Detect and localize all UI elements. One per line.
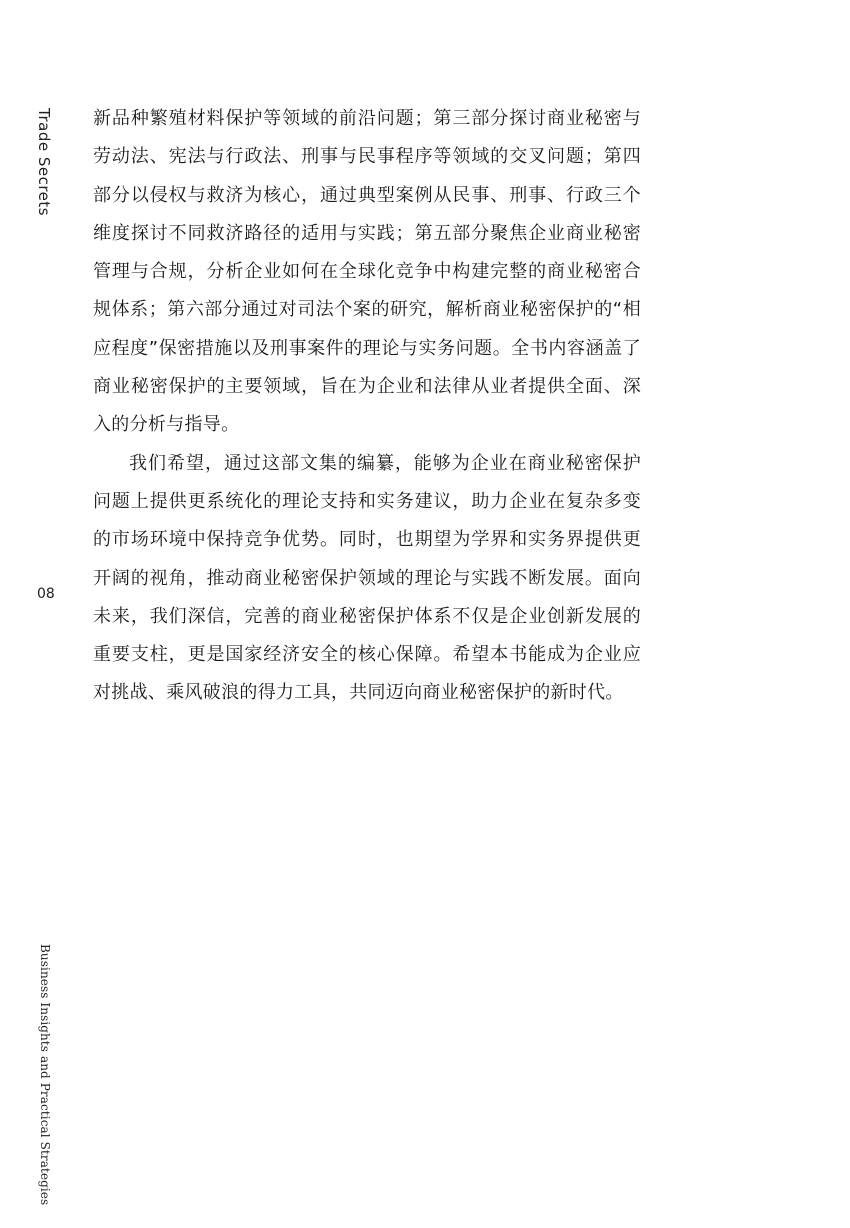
paragraph-1: 新品种繁殖材料保护等领域的前沿问题；第三部分探讨商业秘密与劳动法、宪法与行政法、刑事与民事程序等领域的交叉问题；第四部分以侵权与救济为核心，通过典型案例从民事、刑事、行政三个维度探讨不同救济路径的适用与实践；第五部分聚焦企业商业秘密管理与合规，分析企业如何在全球化竞争中构建完整的商业秘密合规体系；第六部分通过对司法个案的研究，解析商业秘密保护的“相应程度”保密措施以及刑事案件的理论与实务问题。全书内容涵盖了商业秘密保护的主要领域，旨在为企业和法律从业者提供全面、深入的分析与指导。 <box>93 108 641 436</box>
page-number: 08 <box>37 586 55 602</box>
body-text <box>93 100 641 713</box>
running-title: Trade Secrets <box>35 108 53 217</box>
running-subtitle: Business Insights and Practical Strategies <box>38 944 52 1206</box>
paragraph-2: 我们希望，通过这部文集的编纂，能够为企业在商业秘密保护问题上提供更系统化的理论支持和实务建议，助力企业在复杂多变的市场环境中保持竞争优势。同时，也期望为学界和实务界提供更开阔的视角，推动商业秘密保护领域的理论与实践不断发展。面向未来，我们深信，完善的商业秘密保护体系不仅是企业创新发展的重要支柱，更是国家经济安全的核心保障。希望本书能成为企业应对挑战、乘风破浪的得力工具，共同迈向商业秘密保护的新时代。 <box>93 452 641 704</box>
